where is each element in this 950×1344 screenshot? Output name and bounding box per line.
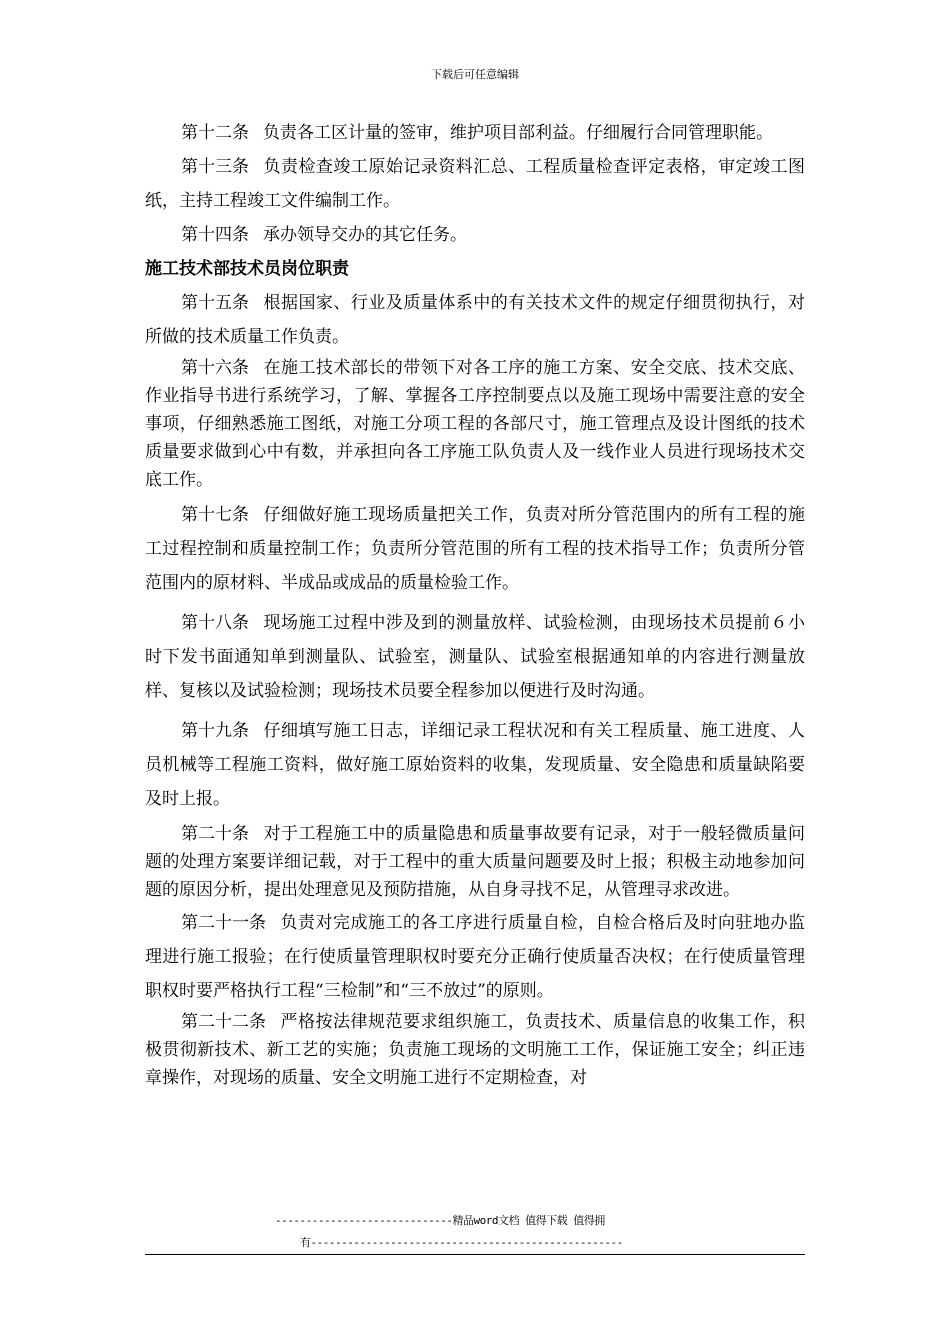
article-text: 根据国家、行业及质量体系中的有关技术文件的规定仔细贯彻执行，对所做的技术质量工作负责。 <box>145 293 805 347</box>
article-text: 现场施工过程中涉及到的测量放样、试验检测，由现场技术员提前６小时下发书面通知单到测量队、试验室，测量队、试验室根据通知单的内容进行测量放样、复核以及试验检测；现场技术员要全程参加以便进行及时沟通。 <box>145 613 805 701</box>
article-number: 第十六条 <box>181 358 249 378</box>
article-22 <box>145 1008 805 1092</box>
article-text: 仔细填写施工日志，详细记录工程状况和有关工程质量、施工进度、人员机械等工程施工资料，做好施工原始资料的收集，发现质量、安全隐患和质量缺陷要及时上报。 <box>145 721 805 809</box>
article-17 <box>145 498 805 600</box>
article-number: 第十九条 <box>181 721 249 741</box>
article-text: 负责对完成施工的各工序进行质量自检，自检合格后及时向驻地办监理进行施工报验；在行使质量管理职权时要充分正确行使质量否决权；在行使质量管理职权时要严格执行工程“三检制”和“三不放过”的原则。 <box>145 913 805 1001</box>
article-16 <box>145 354 805 494</box>
article-number: 第十三条 <box>181 157 249 177</box>
article-text: 负责检查竣工原始记录资料汇总、工程质量检查评定表格，审定竣工图纸，主持工程竣工文件编制工作。 <box>145 157 805 211</box>
article-15 <box>145 286 805 354</box>
article-19 <box>145 714 805 816</box>
section-title: 施工技术部技术员岗位职责 <box>145 259 349 279</box>
article-20 <box>145 820 805 904</box>
article-number: 第十二条 <box>181 123 249 143</box>
article-18 <box>145 606 805 708</box>
article-text: 对于工程施工中的质量隐患和质量事故要有记录，对于一般轻微质量问题的处理方案要详细记载，对于工程中的重大质量问题要及时上报；积极主动地参加问题的原因分析，提出处理意见及预防措施，从自身寻找不足，从管理寻求改进。 <box>145 824 805 900</box>
article-text: 严格按法律规范要求组织施工，负责技术、质量信息的收集工作，积极贯彻新技术、新工艺的实施；负责施工现场的文明施工工作，保证施工安全；纠正违章操作，对现场的质量、安全文明施工进行不定期检查，对 <box>145 1012 805 1088</box>
article-text: 负责各工区计量的签审，维护项目部利益。仔细履行合同管理职能。 <box>263 123 773 143</box>
article-number: 第十七条 <box>181 505 249 525</box>
article-13 <box>145 150 805 218</box>
article-text: 承办领导交办的其它任务。 <box>263 225 467 245</box>
article-number: 第二十条 <box>181 824 249 844</box>
article-21 <box>145 906 805 1008</box>
article-text: 在施工技术部长的带领下对各工序的施工方案、安全交底、技术交底、作业指导书进行系统学习，了解、掌握各工序控制要点以及施工现场中需要注意的安全事项，仔细熟悉施工图纸，对施工分项工程的各部尺寸，施工管理点及设计图纸的技术质量要求做到心中有数，并承担向各工序施工队负责人及一线作业人员进行现场技术交底工作。 <box>145 358 805 490</box>
article-14 <box>145 218 805 252</box>
article-number: 第十五条 <box>181 293 249 313</box>
article-number: 第二十二条 <box>181 1012 266 1032</box>
article-text: 仔细做好施工现场质量把关工作，负责对所分管范围内的所有工程的施工过程控制和质量控制工作；负责所分管范围的所有工程的技术指导工作；负责所分管范围内的原材料、半成品或成品的质量检验工作。 <box>145 505 805 593</box>
article-12 <box>145 116 805 150</box>
header-note: 下载后可任意编辑 <box>431 68 519 81</box>
document-body <box>145 116 805 1092</box>
article-number: 第十八条 <box>181 613 249 633</box>
footer-divider <box>145 1254 805 1255</box>
footer-line-1: -----------------------------精品word文档 值得下载 值得拥 <box>275 1214 605 1227</box>
article-number: 第十四条 <box>181 225 249 245</box>
article-number: 第二十一条 <box>181 913 266 933</box>
footer-note <box>145 1212 805 1250</box>
footer-line-2: 有--------------------------------------------------- <box>300 1236 623 1249</box>
